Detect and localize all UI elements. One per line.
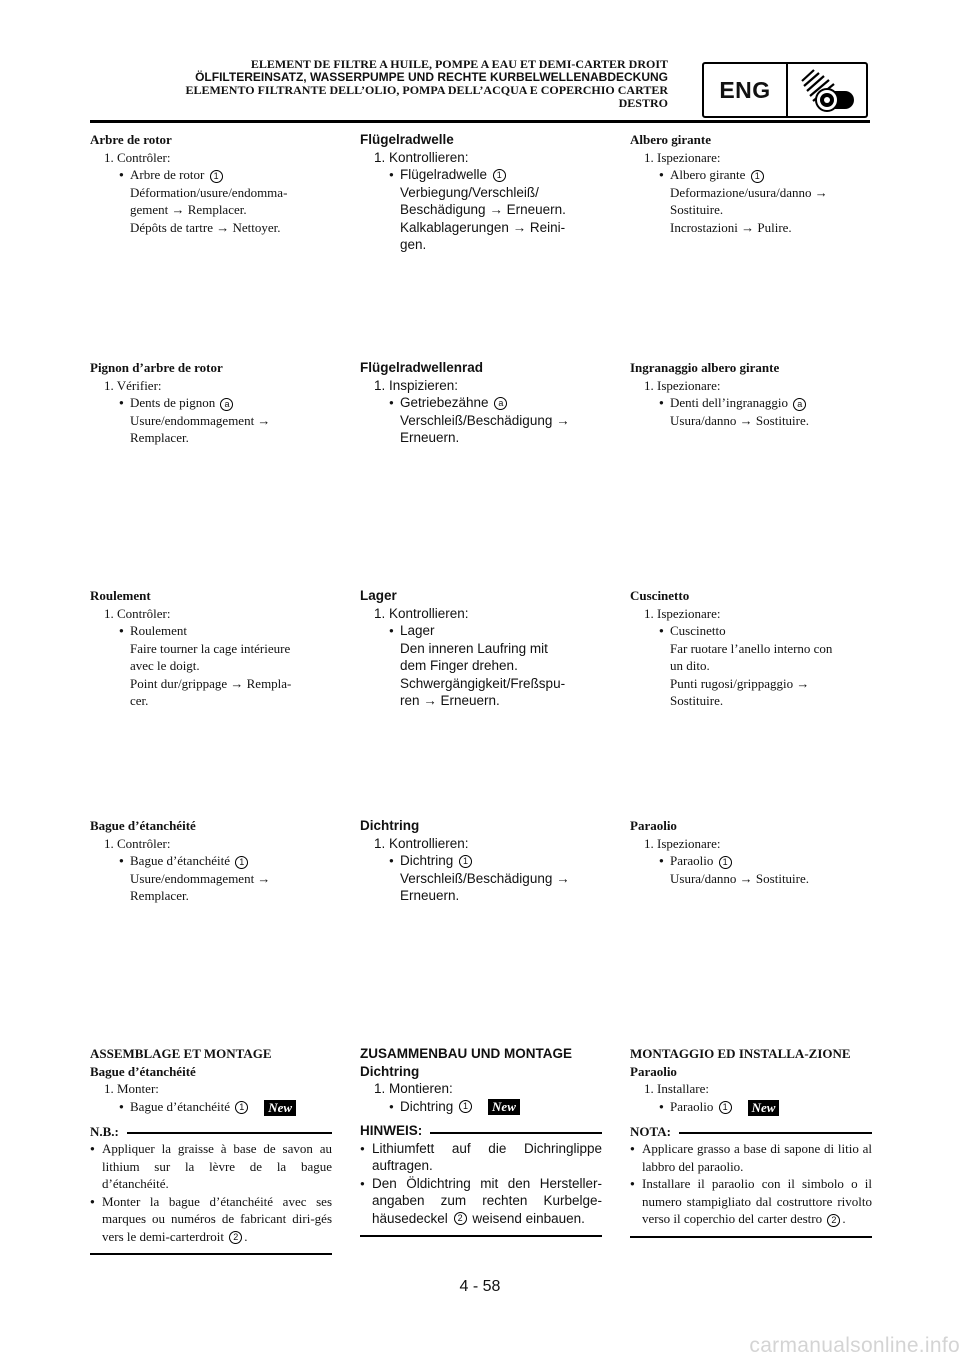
section-title: Lager: [360, 588, 397, 603]
section-assembly-fr: [90, 1045, 332, 1255]
bullet-item: ● Bague d’étanchéité 1: [90, 852, 332, 870]
header-title-de: ÖLFILTEREINSATZ, WASSERPUMPE UND RECHTE KURBELWELLENABDECKUNG: [195, 70, 668, 84]
engine-icon: [788, 64, 866, 116]
section-assembly-it: [630, 1045, 872, 1238]
bullet-item: ● Albero girante 1: [630, 166, 872, 184]
section-subtitle: Bague d’étanchéité: [90, 1063, 196, 1079]
bullet-item: ● Denti dell’ingranaggio a: [630, 394, 872, 412]
ref-marker: 1: [235, 1101, 248, 1114]
step: 1. Installare:: [644, 1081, 709, 1096]
note-end-rule: [360, 1235, 602, 1237]
ref-marker: 1: [719, 856, 732, 869]
section-title: Ingranaggio albero girante: [630, 360, 780, 375]
watermark: carmanualsonline.info: [749, 1334, 960, 1357]
ref-marker: a: [494, 397, 507, 410]
bullet-item: ● Bague d’étanchéité 1 New: [90, 1098, 332, 1116]
step: 1. Ispezionare:: [644, 605, 721, 621]
note-item: ● Appliquer la graisse à base de savon au lithium sur la lèvre de la bague d’étanchéité.: [90, 1140, 332, 1193]
header-titles: [185, 58, 668, 110]
step: 1. Vérifier:: [104, 377, 162, 393]
section-bearing-fr: Roulement 1. Contrôler: ● Roulement Faire tourner la cage intérieure avec le doigt. Point dur/grippage → Rempla- cer.: [90, 587, 332, 710]
bullet-item: ● Getriebezähne a: [360, 394, 602, 412]
section-title: Dichtring: [360, 818, 420, 833]
step: 1. Kontrollieren:: [374, 605, 469, 621]
section-title: Roulement: [90, 588, 151, 603]
ref-marker: a: [220, 398, 233, 411]
section-title: Arbre de rotor: [90, 132, 172, 147]
section-title: Paraolio: [630, 818, 677, 833]
bullet-item: ● Dichtring 1 New: [360, 1098, 602, 1116]
note-item: ● Applicare grasso a base di sapone di litio al labbro del paraolio.: [630, 1140, 872, 1175]
step: 1. Inspizieren:: [374, 377, 459, 393]
ref-marker: 2: [229, 1231, 242, 1244]
ref-marker: a: [793, 398, 806, 411]
header-title-fr: ELEMENT DE FILTRE A HUILE, POMPE A EAU ET DEMI-CARTER DROIT: [250, 57, 668, 71]
bullet-item: ● Paraolio 1: [630, 852, 872, 870]
ref-marker: 2: [827, 1214, 840, 1227]
ref-marker: 1: [459, 855, 472, 868]
section-rotor-gear-it: Ingranaggio albero girante 1. Ispezionare: ● Denti dell’ingranaggio a Usura/danno → Sostituire.: [630, 359, 872, 429]
step: 1. Ispezionare:: [644, 149, 721, 165]
section-subtitle: Paraolio: [630, 1063, 677, 1079]
bullet-item: ● Cuscinetto: [630, 622, 872, 640]
section-title: Albero girante: [630, 132, 711, 147]
section-title: ZUSAMMENBAU UND MONTAGE: [360, 1046, 572, 1061]
section-subtitle: Dichtring: [360, 1063, 420, 1079]
section-oil-seal-de: Dichtring 1. Kontrollieren: ● Dichtring 1 Verschleiß/Beschädigung → Erneuern.: [360, 817, 602, 905]
step: 1. Ispezionare:: [644, 377, 721, 393]
step: 1. Ispezionare:: [644, 835, 721, 851]
ref-marker: 1: [751, 170, 764, 183]
new-part-badge: New: [748, 1100, 780, 1116]
header-title-it: ELEMENTO FILTRANTE DELL’OLIO, POMPA DELL’ACQUA E COPERCHIO CARTER: [185, 83, 668, 97]
note-item: ● Lithiumfett auf die Dichringlippe auftragen.: [360, 1140, 602, 1175]
section-bearing-de: Lager 1. Kontrollieren: ● Lager Den inneren Laufring mit dem Finger drehen. Schwergängigkeit/Freßspu- ren → Erneuern.: [360, 587, 602, 710]
bullet-item: ● Roulement: [90, 622, 332, 640]
section-bearing-it: Cuscinetto 1. Ispezionare: ● Cuscinetto Far ruotare l’anello interno con un dito. Punti rugosi/grippaggio → Sostituire.: [630, 587, 872, 710]
bullet-item: ● Arbre de rotor 1: [90, 166, 332, 184]
ref-marker: 1: [459, 1100, 472, 1113]
section-title: Flügelradwellenrad: [360, 360, 484, 375]
note-header: NOTA:: [630, 1123, 872, 1141]
note-end-rule: [90, 1253, 332, 1255]
step: 1. Contrôler:: [104, 149, 171, 165]
step: 1. Contrôler:: [104, 835, 171, 851]
note-end-rule: [630, 1236, 872, 1238]
section-title: ASSEMBLAGE ET MONTAGE: [90, 1046, 272, 1061]
section-title: Bague d’étanchéité: [90, 818, 196, 833]
note-header: N.B.:: [90, 1123, 332, 1141]
section-rotor-gear-fr: Pignon d’arbre de rotor 1. Vérifier: ● Dents de pignon a Usure/endommagement → Remplacer.: [90, 359, 332, 447]
section-title: Pignon d’arbre de rotor: [90, 360, 223, 375]
section-rotor-shaft-de: Flügelradwelle 1. Kontrollieren: ● Flügelradwelle 1 Verbiegung/Verschleiß/ Beschädigung → Erneuern. Kalkablagerungen → Reini- gen.: [360, 131, 602, 254]
page-number: 4 - 58: [459, 1278, 501, 1295]
section-oil-seal-fr: Bague d’étanchéité 1. Contrôler: ● Bague d’étanchéité 1 Usure/endommagement → Remplacer.: [90, 817, 332, 905]
note-item: ● Den Öldichtring mit den Hersteller-angaben zum rechten Kurbelge-häusedeckel 2 weisend einbauen.: [360, 1175, 602, 1228]
bullet-item: ● Flügelradwelle 1: [360, 166, 602, 184]
ref-marker: 2: [454, 1212, 467, 1225]
section-rotor-gear-de: Flügelradwellenrad 1. Inspizieren: ● Getriebezähne a Verschleiß/Beschädigung → Erneuern.: [360, 359, 602, 447]
bullet-item: ● Dents de pignon a: [90, 394, 332, 412]
note-header: HINWEIS:: [360, 1122, 602, 1140]
step: 1. Kontrollieren:: [374, 835, 469, 851]
chapter-badge-label: ENG: [704, 64, 788, 116]
section-oil-seal-it: Paraolio 1. Ispezionare: ● Paraolio 1 Usura/danno → Sostituire.: [630, 817, 872, 887]
step: 1. Monter:: [104, 1081, 159, 1096]
ref-marker: 1: [493, 169, 506, 182]
section-rotor-shaft-fr: Arbre de rotor 1. Contrôler: ● Arbre de rotor 1 Déformation/usure/endomma- gement → Remplacer. Dépôts de tartre → Nettoyer.: [90, 131, 332, 236]
ref-marker: 1: [210, 170, 223, 183]
bullet-item: ● Lager: [360, 622, 602, 640]
chapter-badge: [702, 62, 868, 118]
ref-marker: 1: [235, 856, 248, 869]
new-part-badge: New: [488, 1099, 520, 1115]
step: 1. Contrôler:: [104, 605, 171, 621]
new-part-badge: New: [264, 1100, 296, 1116]
section-assembly-de: [360, 1045, 602, 1237]
note-item: ● Monter la bague d’étanchéité avec ses marques ou numéros de fabricant diri-gés vers le demi-carterdroit 2 .: [90, 1193, 332, 1246]
section-rotor-shaft-it: Albero girante 1. Ispezionare: ● Albero girante 1 Deformazione/usura/danno → Sostituire. Incrostazioni → Pulire.: [630, 131, 872, 236]
section-title: Flügelradwelle: [360, 132, 454, 147]
ref-marker: 1: [719, 1101, 732, 1114]
note-item: ● Installare il paraolio con il simbolo o il numero stampigliato dal costruttore rivolto verso il coperchio del carter destro 2 .: [630, 1175, 872, 1228]
step: 1. Montieren:: [374, 1081, 453, 1096]
bullet-item: ● Dichtring 1: [360, 852, 602, 870]
section-title: MONTAGGIO ED INSTALLA-ZIONE: [630, 1046, 851, 1061]
section-title: Cuscinetto: [630, 588, 690, 603]
bullet-item: ● Paraolio 1 New: [630, 1098, 872, 1116]
step: 1. Kontrollieren:: [374, 149, 469, 165]
header-rule: [90, 120, 870, 123]
header-title-it-cont: DESTRO: [618, 96, 668, 110]
